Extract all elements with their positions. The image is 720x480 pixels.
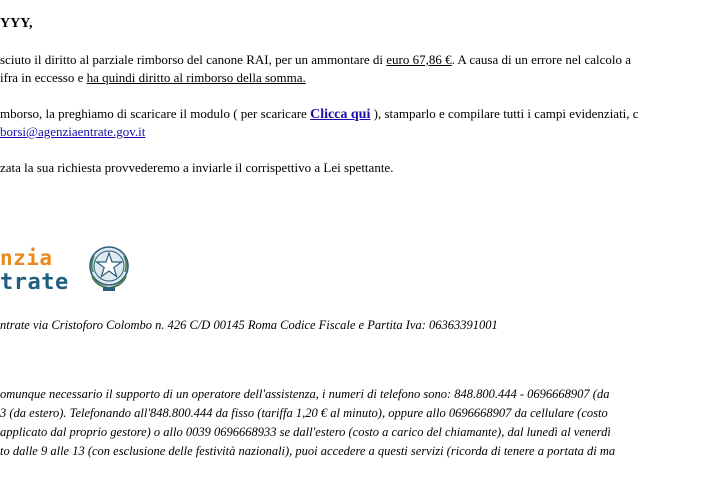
paragraph-refund-line-1: [0, 52, 631, 68]
form-text: mborso, la preghiamo di scaricare il modulo ( per scaricare: [0, 106, 311, 121]
footer-line-4: to dalle 9 alle 13 (con esclusione delle festività nazionali), puoi accedere a questi servizi (ricorda di tenere a portata di ma: [0, 444, 616, 458]
logo-text-line-1: nzia: [0, 246, 53, 270]
refund-text-cont: . A causa di un errore nel calcolo a: [451, 52, 632, 67]
footer-line-3: applicato dal proprio gestore) o allo 0039 0696668933 se dall'estero (costo a carico del chiamante), dal lunedì al venerdì: [0, 425, 611, 439]
footer-line-2: 3 (da estero). Telefonando all'848.800.444 da fisso (tariffa 1,20 € al minuto), oppure allo 0696668907 da cellulare (costo: [0, 406, 608, 420]
refund-text-2: ifra in eccesso e: [0, 70, 87, 85]
logo-text-line-2: trate: [0, 270, 69, 295]
refund-text: sciuto il diritto al parziale rimborso del canone RAI, per un ammontare di: [0, 52, 387, 67]
agenzia-entrate-logo: [0, 240, 140, 304]
refund-amount: euro 67,86 €: [386, 52, 452, 67]
address-line: ntrate via Cristoforo Colombo n. 426 C/D 00145 Roma Codice Fiscale e Partita Iva: 06363391001: [0, 318, 498, 332]
italian-republic-emblem-icon: [86, 242, 132, 294]
email-link[interactable]: borsi@agenziaentrate.gov.it: [0, 124, 146, 139]
paragraph-form-line-1: [0, 106, 639, 123]
greeting: YYY,: [0, 16, 33, 31]
paragraph-refund-line-2: [0, 70, 306, 86]
form-text-cont: ), stamparlo e compilare tutti i campi evidenziati, c: [370, 106, 639, 121]
paragraph-form-line-2: [0, 124, 145, 140]
download-link[interactable]: Clicca qui: [310, 107, 371, 122]
paragraph-confirmation: zata la sua richiesta provvederemo a inviarle il corrispettivo a Lei spettante.: [0, 160, 394, 175]
footer-line-1: omunque necessario il supporto di un operatore dell'assistenza, i numeri di telefono sono: 848.800.444 - 0696668907 (da: [0, 387, 610, 401]
refund-right-text: ha quindi diritto al rimborso della somma.: [86, 70, 306, 85]
